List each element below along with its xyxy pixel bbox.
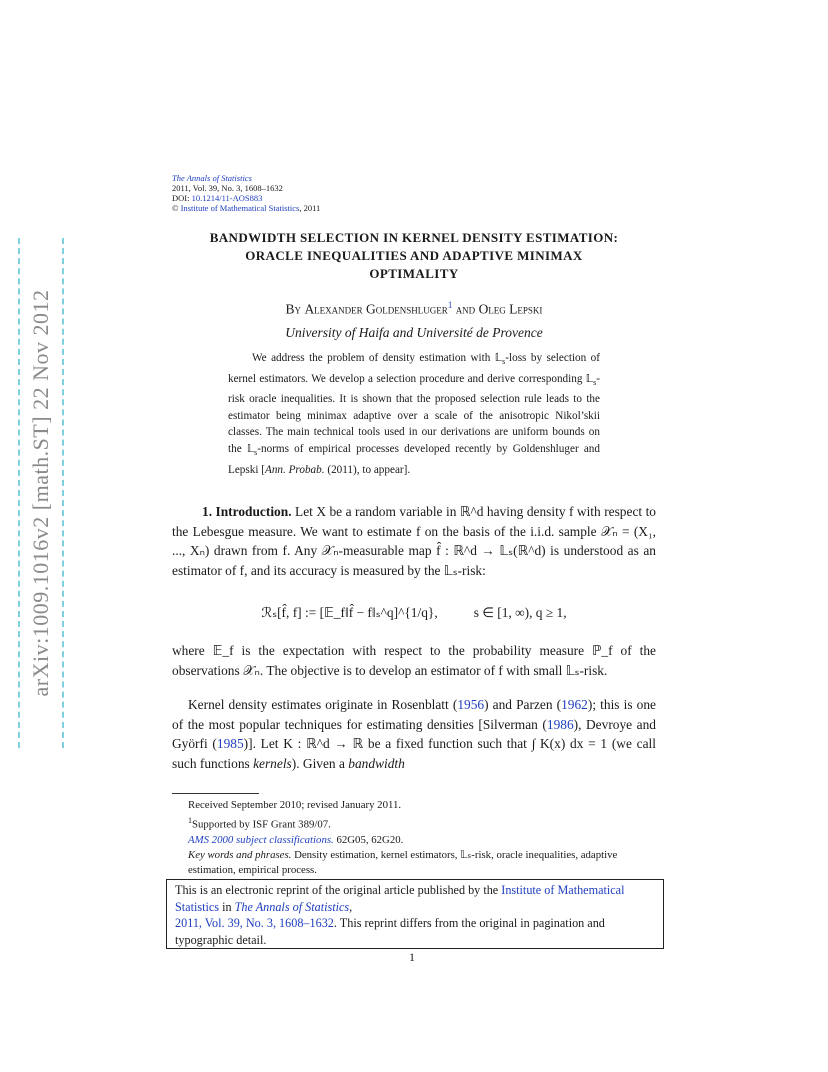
intro-text: Let X be a random variable in ℝ^d having density f with respect to the Lebesgue measure. We want to estimate f on the basis of the i.i.d. sample 𝒳ₙ = (X₁, ..., Xₙ) drawn from f. Any 𝒳ₙ-measurable map f̂ : ℝ^d → 𝕃ₛ(ℝ^d) is understood as an estimator of f, and its accuracy is measured by the 𝕃ₛ-risk: (172, 504, 656, 578)
author-line (172, 300, 656, 318)
abstract-text-3: -risk oracle inequalities. It is shown that the proposed selection rule leads to the estimator being minimax adaptive over a scale of the anisotropic Nikol’skii classes. The main technical tools used in our derivations are uniform bounds on the 𝕃 (228, 372, 600, 455)
support-mark: 1 (188, 816, 192, 825)
journal-name[interactable]: The Annals of Statistics (172, 173, 252, 183)
keywords-label: Key words and phrases. (188, 848, 292, 861)
paper-title (172, 229, 656, 283)
p3-text-4: ), Devroye and Györfi ( (172, 716, 656, 751)
formula-lhs: ℛₛ[f̂, f] := [𝔼_f‖f̂ − f‖ₛ^q]^{1/q}, (261, 605, 438, 620)
risk-formula (172, 605, 656, 621)
intro-paragraph (172, 502, 656, 580)
journal-header (172, 173, 320, 213)
keywords-text: Density estimation, kernel estimators, 𝕃ₛ-risk, oracle inequalities, adaptive estimation, empirical process. (188, 848, 618, 876)
and-label: and (455, 301, 476, 317)
by-label: By (285, 301, 302, 317)
author-1: Alexander Goldenshluger (304, 301, 448, 317)
support-text: Supported by ISF Grant 389/07. (192, 818, 331, 831)
abstract-text-1: We address the problem of density estimation with 𝕃 (252, 352, 503, 364)
p3-text-5: )]. Let K : ℝ^d → ℝ be a fixed function such that ∫ K(x) dx = 1 (we call such functions (172, 736, 656, 771)
affiliation: University of Haifa and Université de Provence (285, 325, 543, 340)
ams-codes: 62G05, 62G20. (333, 833, 404, 846)
author-1-footnote-mark[interactable]: 1 (447, 300, 453, 310)
doi-prefix: DOI: (172, 193, 192, 203)
title-line-3: OPTIMALITY (369, 266, 459, 281)
reprint-notice-box (166, 879, 664, 949)
section-heading-introduction: 1. Introduction. (202, 504, 292, 519)
abstract-ref-journal: Ann. Probab. (264, 463, 325, 476)
footnotes (172, 798, 656, 878)
journal-volume: 2011, Vol. 39, No. 3, 1608–1632 (172, 183, 283, 193)
abstract-sub-2: s (593, 377, 597, 387)
abstract-sub-1: s (502, 357, 506, 367)
arxiv-stamp-text: arXiv:1009.1016v2 [math.ST] 22 Nov 2012 (28, 289, 53, 697)
ams-note (172, 833, 656, 848)
journal-copyright (172, 203, 320, 213)
p3-text-1: Kernel density estimates originate in Rosenblatt ( (188, 697, 458, 712)
abstract-text-5: (2011), to appear]. (324, 463, 411, 476)
p3-text-3: ); this is one of the most popular techniques for estimating densities [Silverman ( (172, 697, 656, 732)
reprint-text-4: . This reprint differs from the original in pagination and typographic detail. (175, 916, 605, 947)
reprint-ims-link[interactable]: Institute of Mathematical Statistics (175, 883, 625, 914)
p3-text-6: ). Given a (291, 755, 349, 771)
abstract-text-2: -loss by selection of kernel estimators. We develop a selection procedure and derive corresponding 𝕃 (228, 352, 600, 385)
journal-doi-line (172, 193, 320, 203)
formula-rhs: s ∈ [1, ∞), q ≥ 1, (473, 605, 567, 620)
arxiv-stamp (18, 238, 64, 748)
support-note (172, 813, 656, 833)
doi-link[interactable]: 10.1214/11-AOS883 (191, 193, 263, 203)
copyright-year: , 2011 (299, 203, 321, 213)
received-note: Received September 2010; revised January 2011. (188, 799, 402, 811)
copyright-icon: © (172, 203, 179, 213)
ams-link[interactable]: AMS 2000 subject classifications. (188, 833, 334, 846)
title-line-1: BANDWIDTH SELECTION IN KERNEL DENSITY ESTIMATION: (209, 230, 619, 245)
abstract-sub-3: s (254, 448, 258, 458)
footnote-rule (172, 793, 259, 794)
citation-devroye-1985[interactable]: 1985 (216, 736, 244, 751)
copyright-holder-link[interactable]: Institute of Mathematical Statistics (180, 203, 300, 213)
term-bandwidth: bandwidth (348, 755, 405, 771)
title-line-2: ORACLE INEQUALITIES AND ADAPTIVE MINIMAX (245, 248, 583, 263)
p3-text-2: ) and Parzen ( (484, 697, 562, 712)
reprint-volume-link[interactable]: 2011, Vol. 39, No. 3, 1608–1632 (175, 916, 334, 930)
keywords-note (172, 848, 656, 878)
paragraph-3 (172, 695, 656, 773)
citation-silverman-1986[interactable]: 1986 (546, 716, 574, 732)
term-kernels: kernels (253, 755, 292, 771)
citation-rosenblatt-1956[interactable]: 1956 (457, 697, 485, 712)
reprint-text-3: , (349, 899, 353, 914)
reprint-journal-link[interactable]: The Annals of Statistics (234, 899, 350, 914)
paragraph-2: where 𝔼_f is the expectation with respect to the probability measure ℙ_f of the observations 𝒳ₙ. The objective is to develop an estimator of f with small 𝕃ₛ-risk. (172, 643, 656, 678)
citation-parzen-1962[interactable]: 1962 (561, 697, 588, 712)
reprint-text-2: in (219, 899, 235, 914)
reprint-text-1: This is an electronic reprint of the original article published by the (175, 883, 502, 897)
abstract (228, 350, 600, 478)
abstract-text-4: -norms of empirical processes developed recently by Goldenshluger and Lepski [ (228, 442, 600, 476)
page-number: 1 (409, 950, 415, 964)
author-2: Oleg Lepski (478, 301, 543, 317)
